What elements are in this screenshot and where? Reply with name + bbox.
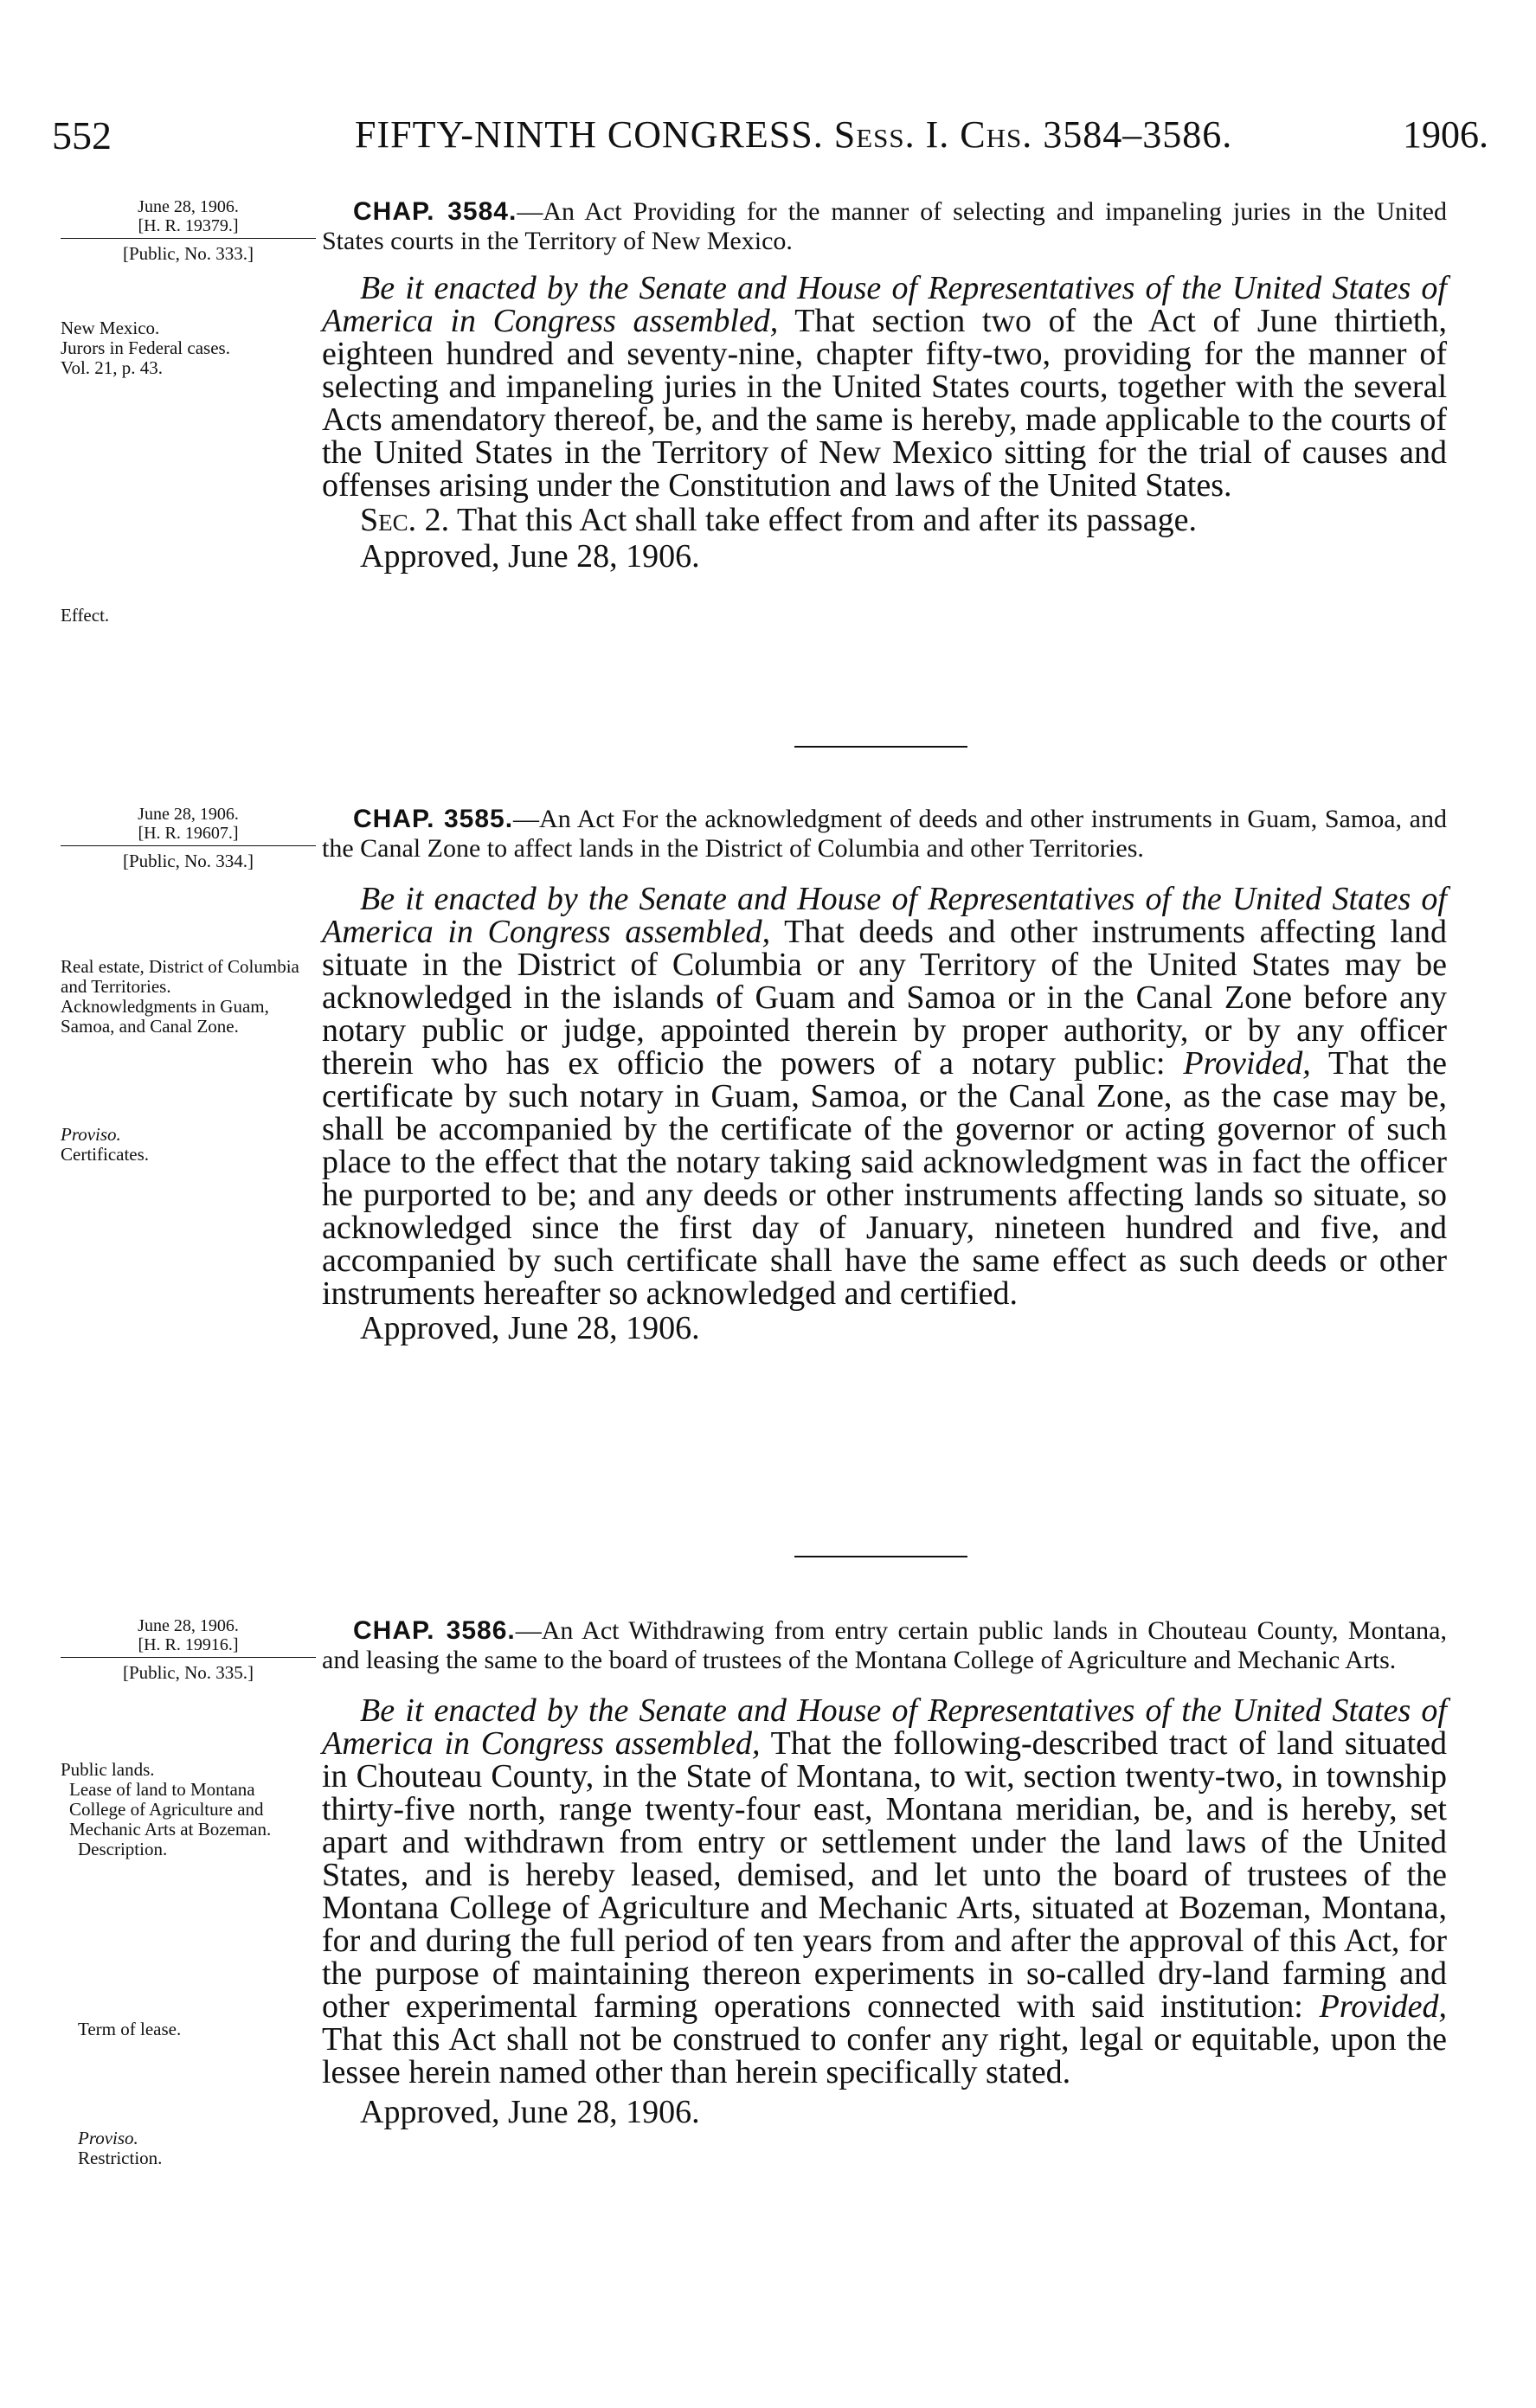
body-text: That deeds and other instruments affecting land situate in the District of Columbia or any Territory of the United States may be acknowledged in the islands of Guam and Samoa or in the Canal Zone before any notary public or judge, appointed therein by proper authority, or by any officer therein who has ex officio the powers of a notary public: [322, 914, 1447, 1082]
sidenote-certificates: Certificates. [61, 1144, 150, 1165]
section-text: That this Act shall take effect from and after its passage. [449, 502, 1198, 538]
header-year: 1906. [1403, 113, 1488, 156]
sidenote: Public lands. [61, 1759, 155, 1780]
enacting-clause: Be it enacted by the Senate and House of Representatives of the United States of America in Congress assembled, [322, 270, 1447, 339]
body-text: That the following-described tract of land situated in Chouteau County, in the State of Montana, to wit, section twenty-two, in township thirty-five north, range twenty-four east, Montana meridian, be, and is hereby, set apart and withdrawn from entry or settlement under the land laws of the United States, and is hereby leased, demised, and let unto the board of trustees of the Montana College of Agriculture and Mechanic Arts, situated at Bozeman, Montana, for and during the full period of ten years from and after the approval of this Act, for the purpose of maintaining thereon experiments in so-called dry-land farming and other experimental farming operations connected with said institution: [322, 1725, 1448, 2025]
chapter-3586-proviso-note [61, 2129, 316, 2168]
approved-line: Approved, June 28, 1906. [360, 538, 700, 575]
chapter-heading [322, 1616, 1447, 1675]
enacting-clause: Be it enacted by the Senate and House of Representatives of the United States of America in Congress assembled, [322, 1692, 1447, 1762]
provided-word: Provided, [1183, 1045, 1311, 1082]
header-title [355, 112, 1232, 157]
approved-line: Approved, June 28, 1906. [360, 2094, 700, 2130]
chapter-3584-margin [61, 197, 316, 264]
header-chapters: Chs. 3584–3586. [960, 113, 1233, 156]
body-text-continued: That this Act shall not be construed to confer any right, legal or equitable, upon the lessee herein named other than herein specifically stated. [322, 2021, 1447, 2090]
chapter-divider [794, 1556, 967, 1557]
margin-bill: [H. R. 19916.] [138, 1635, 239, 1654]
enacting-clause: Be it enacted by the Senate and House of Representatives of the United States of America in Congress assembled, [322, 881, 1447, 950]
chapter-3586-term-note [61, 2020, 316, 2039]
chapter-divider [794, 746, 967, 748]
sidenote-proviso: Proviso. [78, 2128, 138, 2148]
chapter-heading [322, 197, 1447, 256]
chapter-heading [322, 805, 1447, 864]
chapter-label: CHAP. 3586. [353, 1616, 516, 1645]
sidenote-restriction: Restriction. [78, 2148, 163, 2168]
margin-rule [61, 238, 316, 239]
margin-bill: [H. R. 19607.] [138, 824, 239, 843]
margin-date: June 28, 1906. [138, 197, 239, 216]
margin-date: June 28, 1906. [138, 805, 239, 824]
chapter-body [322, 1694, 1447, 2089]
chapter-3585-proviso-note [61, 1125, 316, 1165]
page-number: 552 [52, 113, 112, 157]
approved-line: Approved, June 28, 1906. [360, 1310, 700, 1346]
margin-public-law: [Public, No. 334.] [122, 851, 254, 871]
sidenote-effect: Effect. [61, 605, 110, 626]
chapter-3585-sidenotes [61, 957, 316, 1037]
sidenote: Description. [78, 1839, 168, 1859]
chapter-3586-sidenotes [61, 1760, 312, 1859]
chapter-label: CHAP. 3585. [353, 805, 514, 833]
body-text-continued: That the certificate by such notary in Guam, Samoa, or the Canal Zone, as the case may be, shall be accompanied by the certificate of the governor or acting governor of such place to the effect that the notary taking said acknowledgment was in fact the officer he purported to be; and any deeds or other instruments affecting lands so situate, so acknowledged since the first day of January, nineteen hundred and five, and accompanied by such certificate shall have the same effect as such deeds or other instruments hereafter so acknowledged and certified. [322, 1045, 1447, 1312]
header-session: Sess. I. [833, 113, 950, 156]
sidenote: Real estate, District of Columbia and Territories. [61, 956, 299, 997]
chapter-title: —An Act Providing for the manner of selecting and impaneling juries in the United States courts in the Territory of New Mexico. [322, 197, 1447, 255]
chapter-label: CHAP. 3584. [353, 197, 517, 226]
sidenote-term: Term of lease. [78, 2019, 182, 2039]
margin-bill: [H. R. 19379.] [138, 216, 239, 235]
margin-public-law: [Public, No. 335.] [122, 1662, 254, 1683]
margin-public-law: [Public, No. 333.] [122, 243, 254, 264]
sidenote: Acknowledgments in Guam, Samoa, and Canal Zone. [61, 996, 269, 1037]
sidenote: Jurors in Federal cases. [61, 337, 230, 358]
chapter-title: —An Act For the acknowledgment of deeds and other instruments in Guam, Samoa, and the Canal Zone to affect lands in the District of Columbia and other Territories. [322, 805, 1447, 863]
chapter-title: —An Act Withdrawing from entry certain public lands in Chouteau County, Montana, and leasing the same to the board of trustees of the Montana College of Agriculture and Mechanic Arts. [322, 1616, 1447, 1674]
chapter-3586-margin [61, 1616, 316, 1683]
sidenote: Vol. 21, p. 43. [61, 357, 164, 378]
body-text: That section two of the Act of June thirtieth, eighteen hundred and seventy-nine, chapter fifty-two, providing for the manner of selecting and impaneling juries in the United States courts, together with the several Acts amendatory thereof, be, and the same is hereby, made applicable to the courts of the United States in the Territory of New Mexico sitting for the trial of causes and offenses arising under the Constitution and laws of the United States. [322, 303, 1447, 504]
margin-rule [61, 845, 316, 846]
chapter-3584-effect-note [61, 606, 316, 626]
section-2 [322, 502, 1447, 538]
chapter-3585 [322, 805, 1447, 1346]
section-label: Sec. 2. [360, 502, 450, 538]
chapter-3584 [322, 197, 1447, 575]
sidenote: Lease of land to Montana College of Agriculture and Mechanic Arts at Bozeman. [69, 1779, 272, 1840]
chapter-body [322, 883, 1447, 1310]
provided-word: Provided, [1319, 1988, 1447, 2025]
margin-rule [61, 1657, 316, 1658]
header-congress: FIFTY-NINTH CONGRESS. [355, 113, 824, 156]
sidenote-proviso: Proviso. [61, 1124, 121, 1145]
margin-date: June 28, 1906. [138, 1616, 239, 1635]
running-header [52, 112, 1488, 164]
sidenote: New Mexico. [61, 318, 160, 338]
chapter-3585-margin [61, 805, 316, 871]
chapter-3586 [322, 1616, 1447, 2130]
chapter-body [322, 272, 1447, 502]
chapter-3584-sidenotes [61, 318, 320, 378]
